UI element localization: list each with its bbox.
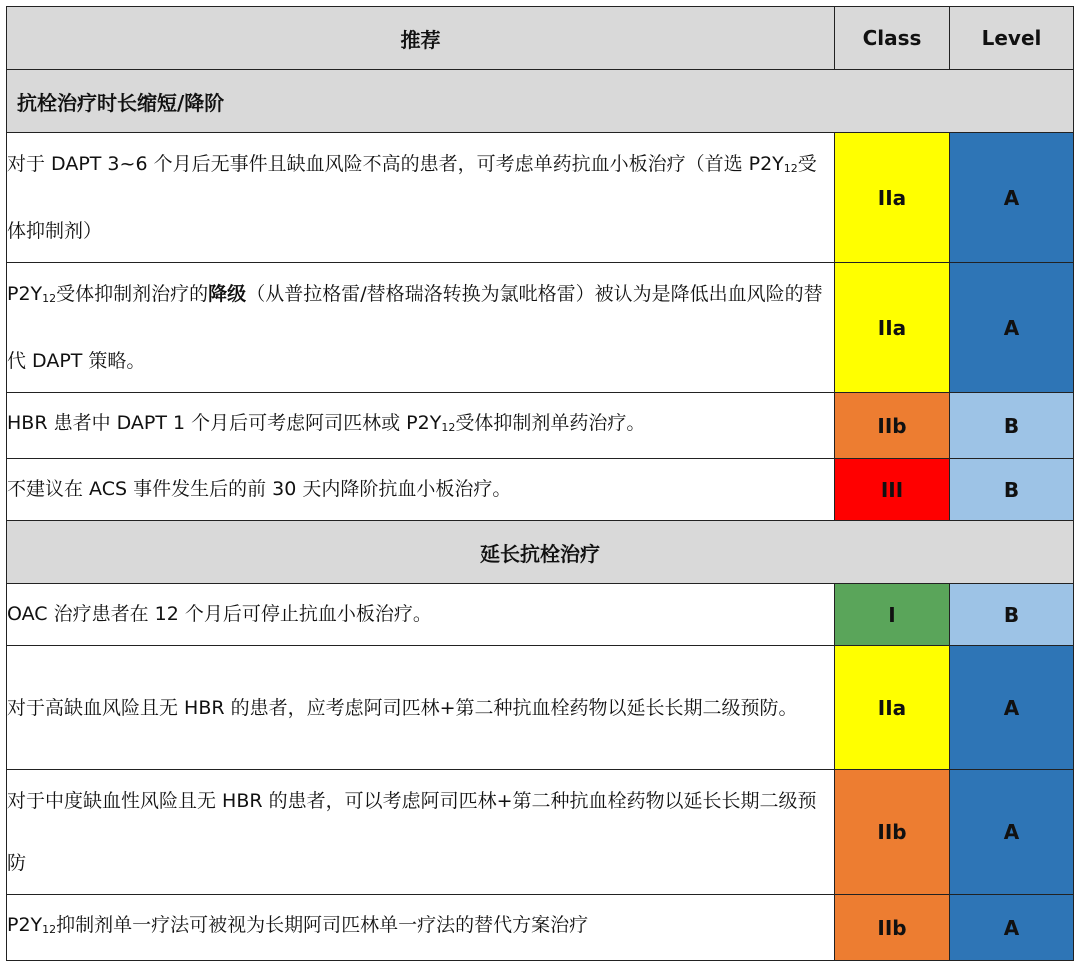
recommendation-text: 对于 DAPT 3~6 个月后无事件且缺血风险不高的患者，可考虑单药抗血小板治疗（首选 $P2Y_{12}$受体抑制剂） xyxy=(7,133,835,263)
recommendation-text: 对于中度缺血性风险且无 HBR 的患者，可以考虑阿司匹林+第二种抗血栓药物以延长长期二级预防 xyxy=(7,770,835,895)
class-badge: IIa xyxy=(835,263,950,393)
recommendation-table xyxy=(6,6,1074,961)
recommendation-text: HBR 患者中 DAPT 1 个月后可考虑阿司匹林或 $P2Y_{12}$受体抑制剂单药治疗。 xyxy=(7,393,835,459)
recommendation-text: 对于高缺血风险且无 HBR 的患者，应考虑阿司匹林+第二种抗血栓药物以延长长期二级预防。 xyxy=(7,646,835,770)
level-badge: A xyxy=(950,646,1074,770)
level-badge: B xyxy=(950,459,1074,521)
header-class: Class xyxy=(835,7,950,70)
table-row xyxy=(7,133,1074,263)
class-badge: III xyxy=(835,459,950,521)
class-badge: IIa xyxy=(835,133,950,263)
table-row xyxy=(7,770,1074,895)
section-row xyxy=(7,521,1074,584)
table-row xyxy=(7,584,1074,646)
recommendation-text: 不建议在 ACS 事件发生后的前 30 天内降阶抗血小板治疗。 xyxy=(7,459,835,521)
recommendation-text: OAC 治疗患者在 12 个月后可停止抗血小板治疗。 xyxy=(7,584,835,646)
table-row xyxy=(7,646,1074,770)
header-recommendation: 推荐 xyxy=(7,7,835,70)
level-badge: A xyxy=(950,770,1074,895)
section-title-shorten: 抗栓治疗时长缩短/降阶 xyxy=(7,70,1074,133)
table-header-row xyxy=(7,7,1074,70)
recommendation-text: $P2Y_{12}$抑制剂单一疗法可被视为长期阿司匹林单一疗法的替代方案治疗 xyxy=(7,895,835,961)
level-badge: B xyxy=(950,584,1074,646)
table-row xyxy=(7,459,1074,521)
table-row xyxy=(7,263,1074,393)
class-badge: IIa xyxy=(835,646,950,770)
level-badge: A xyxy=(950,263,1074,393)
level-badge: A xyxy=(950,895,1074,961)
class-badge: IIb xyxy=(835,770,950,895)
section-title-extend: 延长抗栓治疗 xyxy=(7,521,1074,584)
table-row xyxy=(7,895,1074,961)
level-badge: A xyxy=(950,133,1074,263)
recommendation-text: $P2Y_{12}$受体抑制剂治疗的降级（从普拉格雷/替格瑞洛转换为氯吡格雷）被认为是降低出血风险的替代 DAPT 策略。 xyxy=(7,263,835,393)
section-row xyxy=(7,70,1074,133)
table-row xyxy=(7,393,1074,459)
class-badge: IIb xyxy=(835,895,950,961)
level-badge: B xyxy=(950,393,1074,459)
class-badge: I xyxy=(835,584,950,646)
class-badge: IIb xyxy=(835,393,950,459)
header-level: Level xyxy=(950,7,1074,70)
